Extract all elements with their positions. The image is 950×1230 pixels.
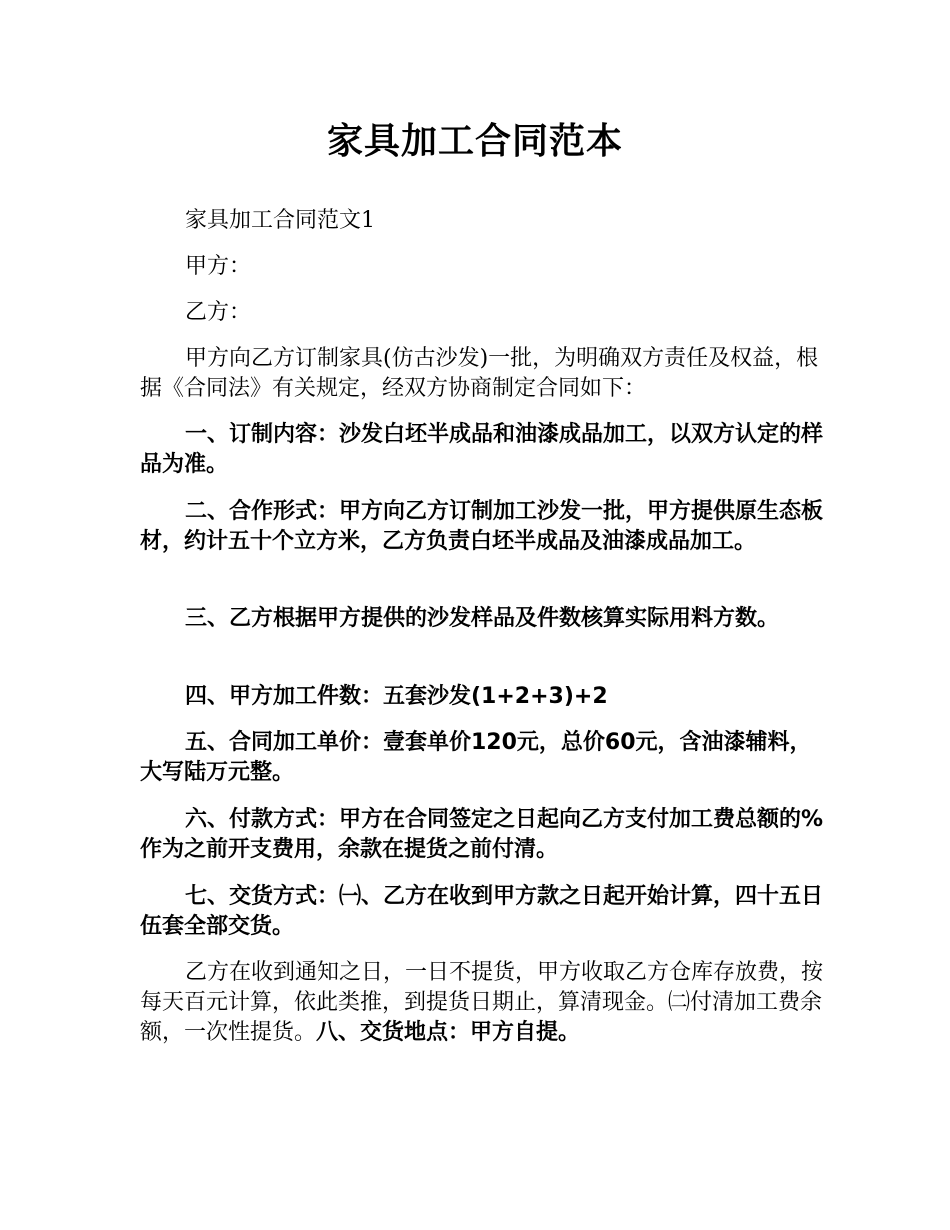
document-title: 家具加工合同范本 <box>326 121 623 162</box>
subtitle: 家具加工合同范文1 <box>185 208 375 233</box>
clause-8: 八、交货地点：甲方自提。 <box>316 1020 581 1045</box>
intro-paragraph: 甲方向乙方订制家具(仿古沙发)一批，为明确双方责任及权益，根据《合同法》有关规定，经双方协商制定合同如下： <box>140 346 819 401</box>
closing-text: 乙方在收到通知之日，一日不提货，甲方收取乙方仓库存放费，按每天百元计算，依此类推，到提货日期止，算清现金。㈡付清加工费余额，一次性提货。 <box>140 960 824 1045</box>
party-b-label: 乙方： <box>185 300 252 325</box>
clause-4: 四、甲方加工件数：五套沙发(1+2+3)+2 <box>185 684 608 709</box>
clause-5: 五、合同加工单价：壹套单价120元，总价60元，含油漆辅料，大写陆万元整。 <box>140 730 812 785</box>
closing-paragraph <box>140 958 830 1048</box>
clause-6: 六、付款方式：甲方在合同签定之日起向乙方支付加工费总额的%作为之前开支费用，余款在提货之前付清。 <box>140 807 824 862</box>
clause-7: 七、交货方式：㈠、乙方在收到甲方款之日起开始计算，四十五日伍套全部交货。 <box>140 884 824 939</box>
clause-1: 一、订制内容：沙发白坯半成品和油漆成品加工，以双方认定的样品为准。 <box>140 422 824 477</box>
clause-3: 三、乙方根据甲方提供的沙发样品及件数核算实际用料方数。 <box>185 606 780 631</box>
clause-2: 二、合作形式：甲方向乙方订制加工沙发一批，甲方提供原生态板材，约计五十个立方米，乙方负责白坯半成品及油漆成品加工。 <box>140 499 824 554</box>
party-a-label: 甲方： <box>185 254 252 279</box>
